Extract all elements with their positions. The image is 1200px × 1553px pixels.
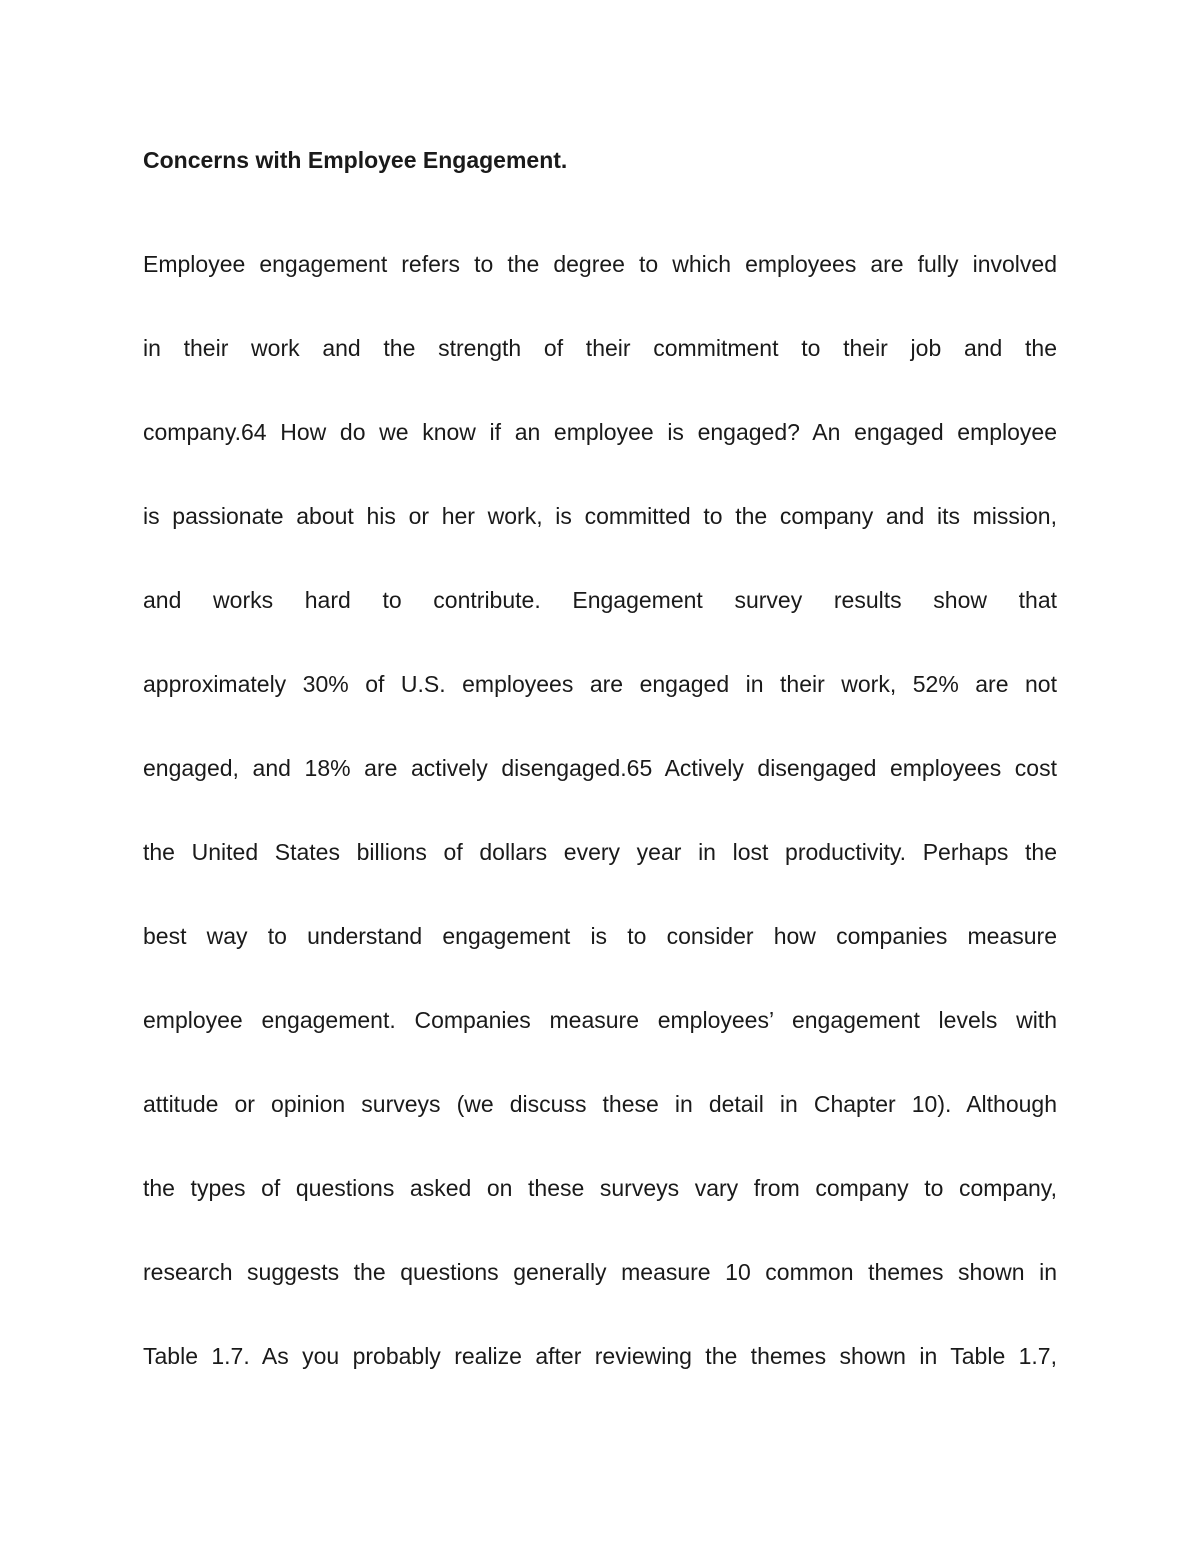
paragraph-line: and works hard to contribute. Engagement survey results show that [143, 587, 1057, 613]
paragraph-line: company.64 How do we know if an employee is engaged? An engaged employee [143, 419, 1057, 445]
paragraph-line: best way to understand engagement is to consider how companies measure [143, 923, 1057, 949]
paragraph-line: research suggests the questions generally measure 10 common themes shown in [143, 1259, 1057, 1285]
paragraph-line: attitude or opinion surveys (we discuss these in detail in Chapter 10). Although [143, 1091, 1057, 1117]
paragraph-line: is passionate about his or her work, is committed to the company and its mission, [143, 503, 1057, 529]
paragraph-line: engaged, and 18% are actively disengaged.65 Actively disengaged employees cost [143, 755, 1057, 781]
paragraph-line: the United States billions of dollars every year in lost productivity. Perhaps the [143, 839, 1057, 865]
section-heading: Concerns with Employee Engagement. [143, 147, 568, 173]
paragraph-line: Employee engagement refers to the degree to which employees are fully involved [143, 251, 1057, 277]
body-paragraph [143, 248, 1057, 1424]
paragraph-line: Table 1.7. As you probably realize after reviewing the themes shown in Table 1.7, [143, 1343, 1057, 1369]
paragraph-line: in their work and the strength of their commitment to their job and the [143, 335, 1057, 361]
paragraph-line: employee engagement. Companies measure employees’ engagement levels with [143, 1007, 1057, 1033]
paragraph-line: approximately 30% of U.S. employees are engaged in their work, 52% are not [143, 671, 1057, 697]
paragraph-line: the types of questions asked on these surveys vary from company to company, [143, 1175, 1057, 1201]
